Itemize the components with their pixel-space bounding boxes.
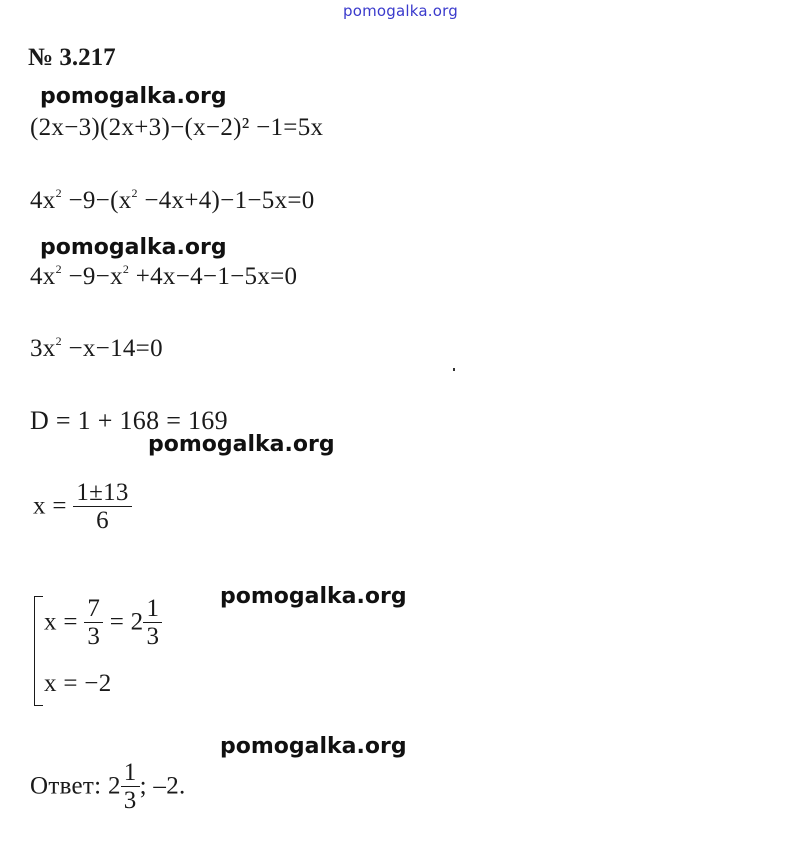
answer-numerator: 1: [121, 760, 140, 787]
equation-3: $4x^2 -9-x^2 +4x-4-1-5x=0$: [30, 262, 298, 290]
root1-mixed-numerator: 1: [143, 596, 162, 623]
root1-denominator: 3: [87, 623, 101, 651]
equation-4: $3x^2 -x-14=0$: [30, 334, 163, 362]
root1-mixed-fraction: [143, 596, 162, 652]
eq3-part-b: −9−x: [61, 263, 123, 290]
system-bracket: [34, 596, 43, 706]
equation-2: $4x^2 -9-(x^2 -4x+4)-1-5x=0$: [30, 186, 315, 214]
eq3-part-c: +4x−4−1−5x=0: [129, 263, 298, 290]
equation-1: (2x−3)(2x+3)−(x−2)² −1=5x: [30, 114, 324, 141]
eq4-part-a: 3x: [30, 335, 56, 362]
eq2-part-a: 4x: [30, 187, 56, 214]
answer-denominator: 3: [123, 787, 137, 815]
site-header[interactable]: pomogalka.org: [343, 2, 458, 20]
eq4-part-b: −x−14=0: [61, 335, 163, 362]
eq3-part-a: 4x: [30, 263, 56, 290]
watermark: pomogalka.org: [220, 584, 407, 609]
root1-numerator: 7: [84, 596, 103, 623]
root1-mixed-denominator: 3: [146, 623, 160, 651]
roots-lhs: x =: [33, 492, 67, 520]
root1-mid: = 2: [109, 608, 144, 636]
roots-numerator: 1±13: [73, 480, 131, 507]
watermark: pomogalka.org: [40, 84, 227, 109]
watermark: pomogalka.org: [40, 235, 227, 260]
root-1: [44, 596, 162, 652]
roots-denominator: 6: [96, 507, 109, 535]
root-2: x = −2: [44, 670, 112, 697]
roots-formula: [33, 480, 132, 536]
discriminant: D = 1 + 168 = 169: [30, 406, 228, 435]
answer-label: Ответ:: [30, 772, 102, 800]
answer: [30, 760, 186, 816]
roots-fraction: [73, 480, 131, 536]
eq2-part-c: −4x+4)−1−5x=0: [137, 187, 315, 214]
problem-number: № 3.217: [28, 44, 116, 71]
watermark: pomogalka.org: [220, 734, 407, 759]
stray-dot: [453, 368, 455, 371]
root1-fraction: [84, 596, 103, 652]
root1-lhs: x =: [44, 608, 78, 636]
eq2-part-b: −9−(x: [61, 187, 132, 214]
answer-fraction: [121, 760, 140, 816]
watermark: pomogalka.org: [148, 432, 335, 457]
answer-whole: 2: [107, 772, 121, 800]
answer-rest: ; –2.: [139, 772, 186, 800]
